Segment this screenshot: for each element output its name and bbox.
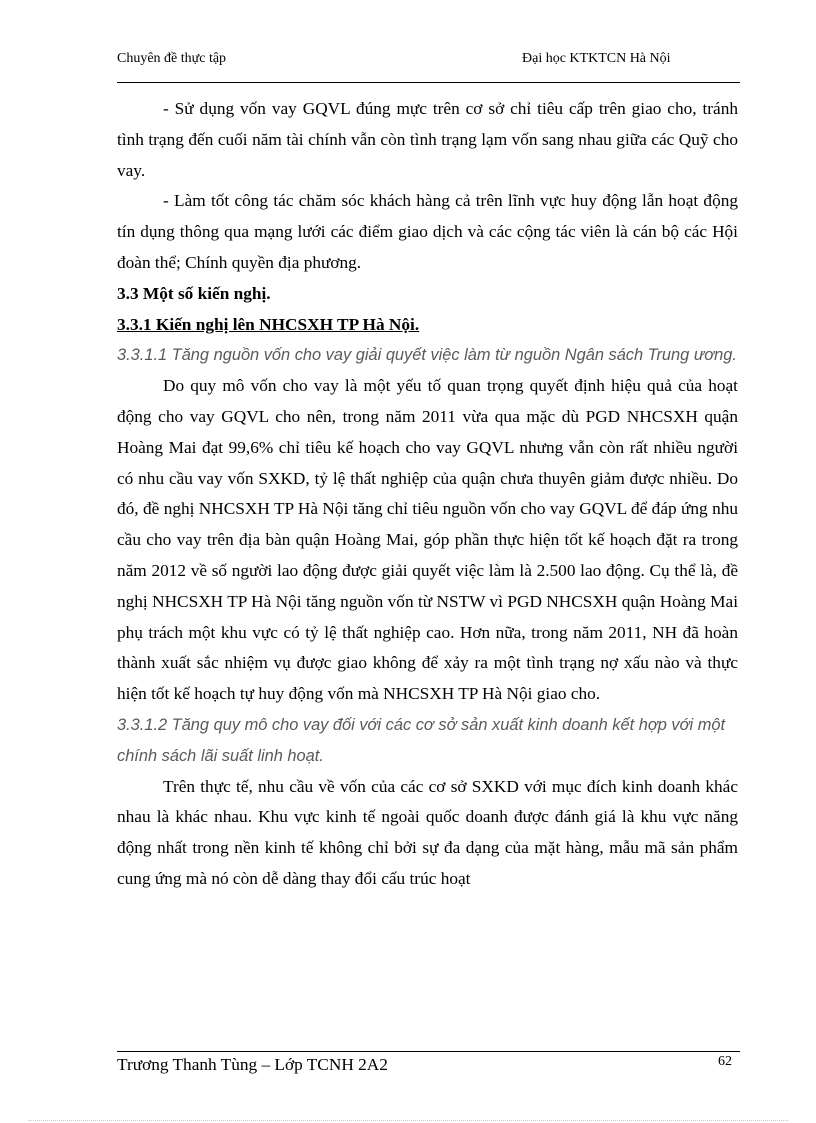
subsection-heading-3-3-1-2: 3.3.1.2 Tăng quy mô cho vay đối với các cơ sở sản xuất kinh doanh kết hợp với một chính sách lãi suất linh hoạt. — [117, 715, 726, 765]
header-divider — [117, 82, 740, 83]
section-heading-3-3-1: 3.3.1 Kiến nghị lên NHCSXH TP Hà Nội. — [117, 314, 420, 334]
document-body — [117, 94, 738, 895]
page-bottom-edge — [28, 1120, 788, 1121]
footer-divider — [117, 1051, 740, 1052]
footer-author: Trương Thanh Tùng – Lớp TCNH 2A2 — [117, 1055, 388, 1074]
paragraph-customer-care: - Làm tốt công tác chăm sóc khách hàng cả trên lĩnh vực huy động lẫn hoạt động tín dụng thông qua mạng lưới các điểm giao dịch và các cộng tác viên là cán bộ các Hội đoàn thể; Chính quyền địa phương. — [117, 191, 738, 272]
header-right-text: Đại học KTKTCN Hà Nội — [522, 51, 671, 66]
header-left-text: Chuyên đề thực tập — [117, 51, 227, 66]
page-number: 62 — [718, 1054, 732, 1069]
subsection-heading-3-3-1-1: 3.3.1.1 Tăng nguồn vốn cho vay giải quyết việc làm từ nguồn Ngân sách Trung ương. — [117, 346, 737, 365]
paragraph-loan-usage: - Sử dụng vốn vay GQVL đúng mực trên cơ sở chỉ tiêu cấp trên giao cho, tránh tình trạng đến cuối năm tài chính vẫn còn tình trạng lạm vốn sang nhau giữa các Quỹ cho vay. — [117, 99, 738, 180]
paragraph-capital-increase: Do quy mô vốn cho vay là một yếu tố quan trọng quyết định hiệu quả của hoạt động cho vay GQVL cho nên, trong năm 2011 vừa qua mặc dù PGD NHCSXH quận Hoàng Mai đạt 99,6% chỉ tiêu kế hoạch cho vay GQVL nhưng vẫn còn rất nhiều người có nhu cầu vay vốn SXKD, tỷ lệ thất nghiệp của quận chưa thuyên giảm được nhiều. Do đó, đề nghị NHCSXH TP Hà Nội tăng chỉ tiêu nguồn vốn cho vay GQVL để đáp ứng nhu cầu cho vay trên địa bàn quận Hoàng Mai, góp phần thực hiện tốt kế hoạch đặt ra trong năm 2012 về số người lao động được giải quyết việc làm là 2.500 lao động. Cụ thể là, đề nghị NHCSXH TP Hà Nội tăng nguồn vốn từ NSTW vì PGD NHCSXH quận Hoàng Mai phụ trách một khu vực có tỷ lệ thất nghiệp cao. Hơn nữa, trong năm 2011, NH đã hoàn thành xuất sắc nhiệm vụ được giao không để xảy ra một tình trạng nợ xấu nào và thực hiện tốt kế hoạch tự huy động vốn mà NHCSXH TP Hà Nội giao cho. — [117, 376, 738, 704]
section-heading-3-3: 3.3 Một số kiến nghị. — [117, 283, 271, 303]
paragraph-business-demand: Trên thực tế, nhu cầu về vốn của các cơ sở SXKD với mục đích kinh doanh khác nhau là khác nhau. Khu vực kinh tế ngoài quốc doanh được đánh giá là khu vực năng động nhất trong nền kinh tế không chỉ bởi sự đa dạng của mặt hàng, mẫu mã sản phẩm cung ứng mà nó còn dễ dàng thay đổi cấu trúc hoạt — [117, 776, 738, 888]
